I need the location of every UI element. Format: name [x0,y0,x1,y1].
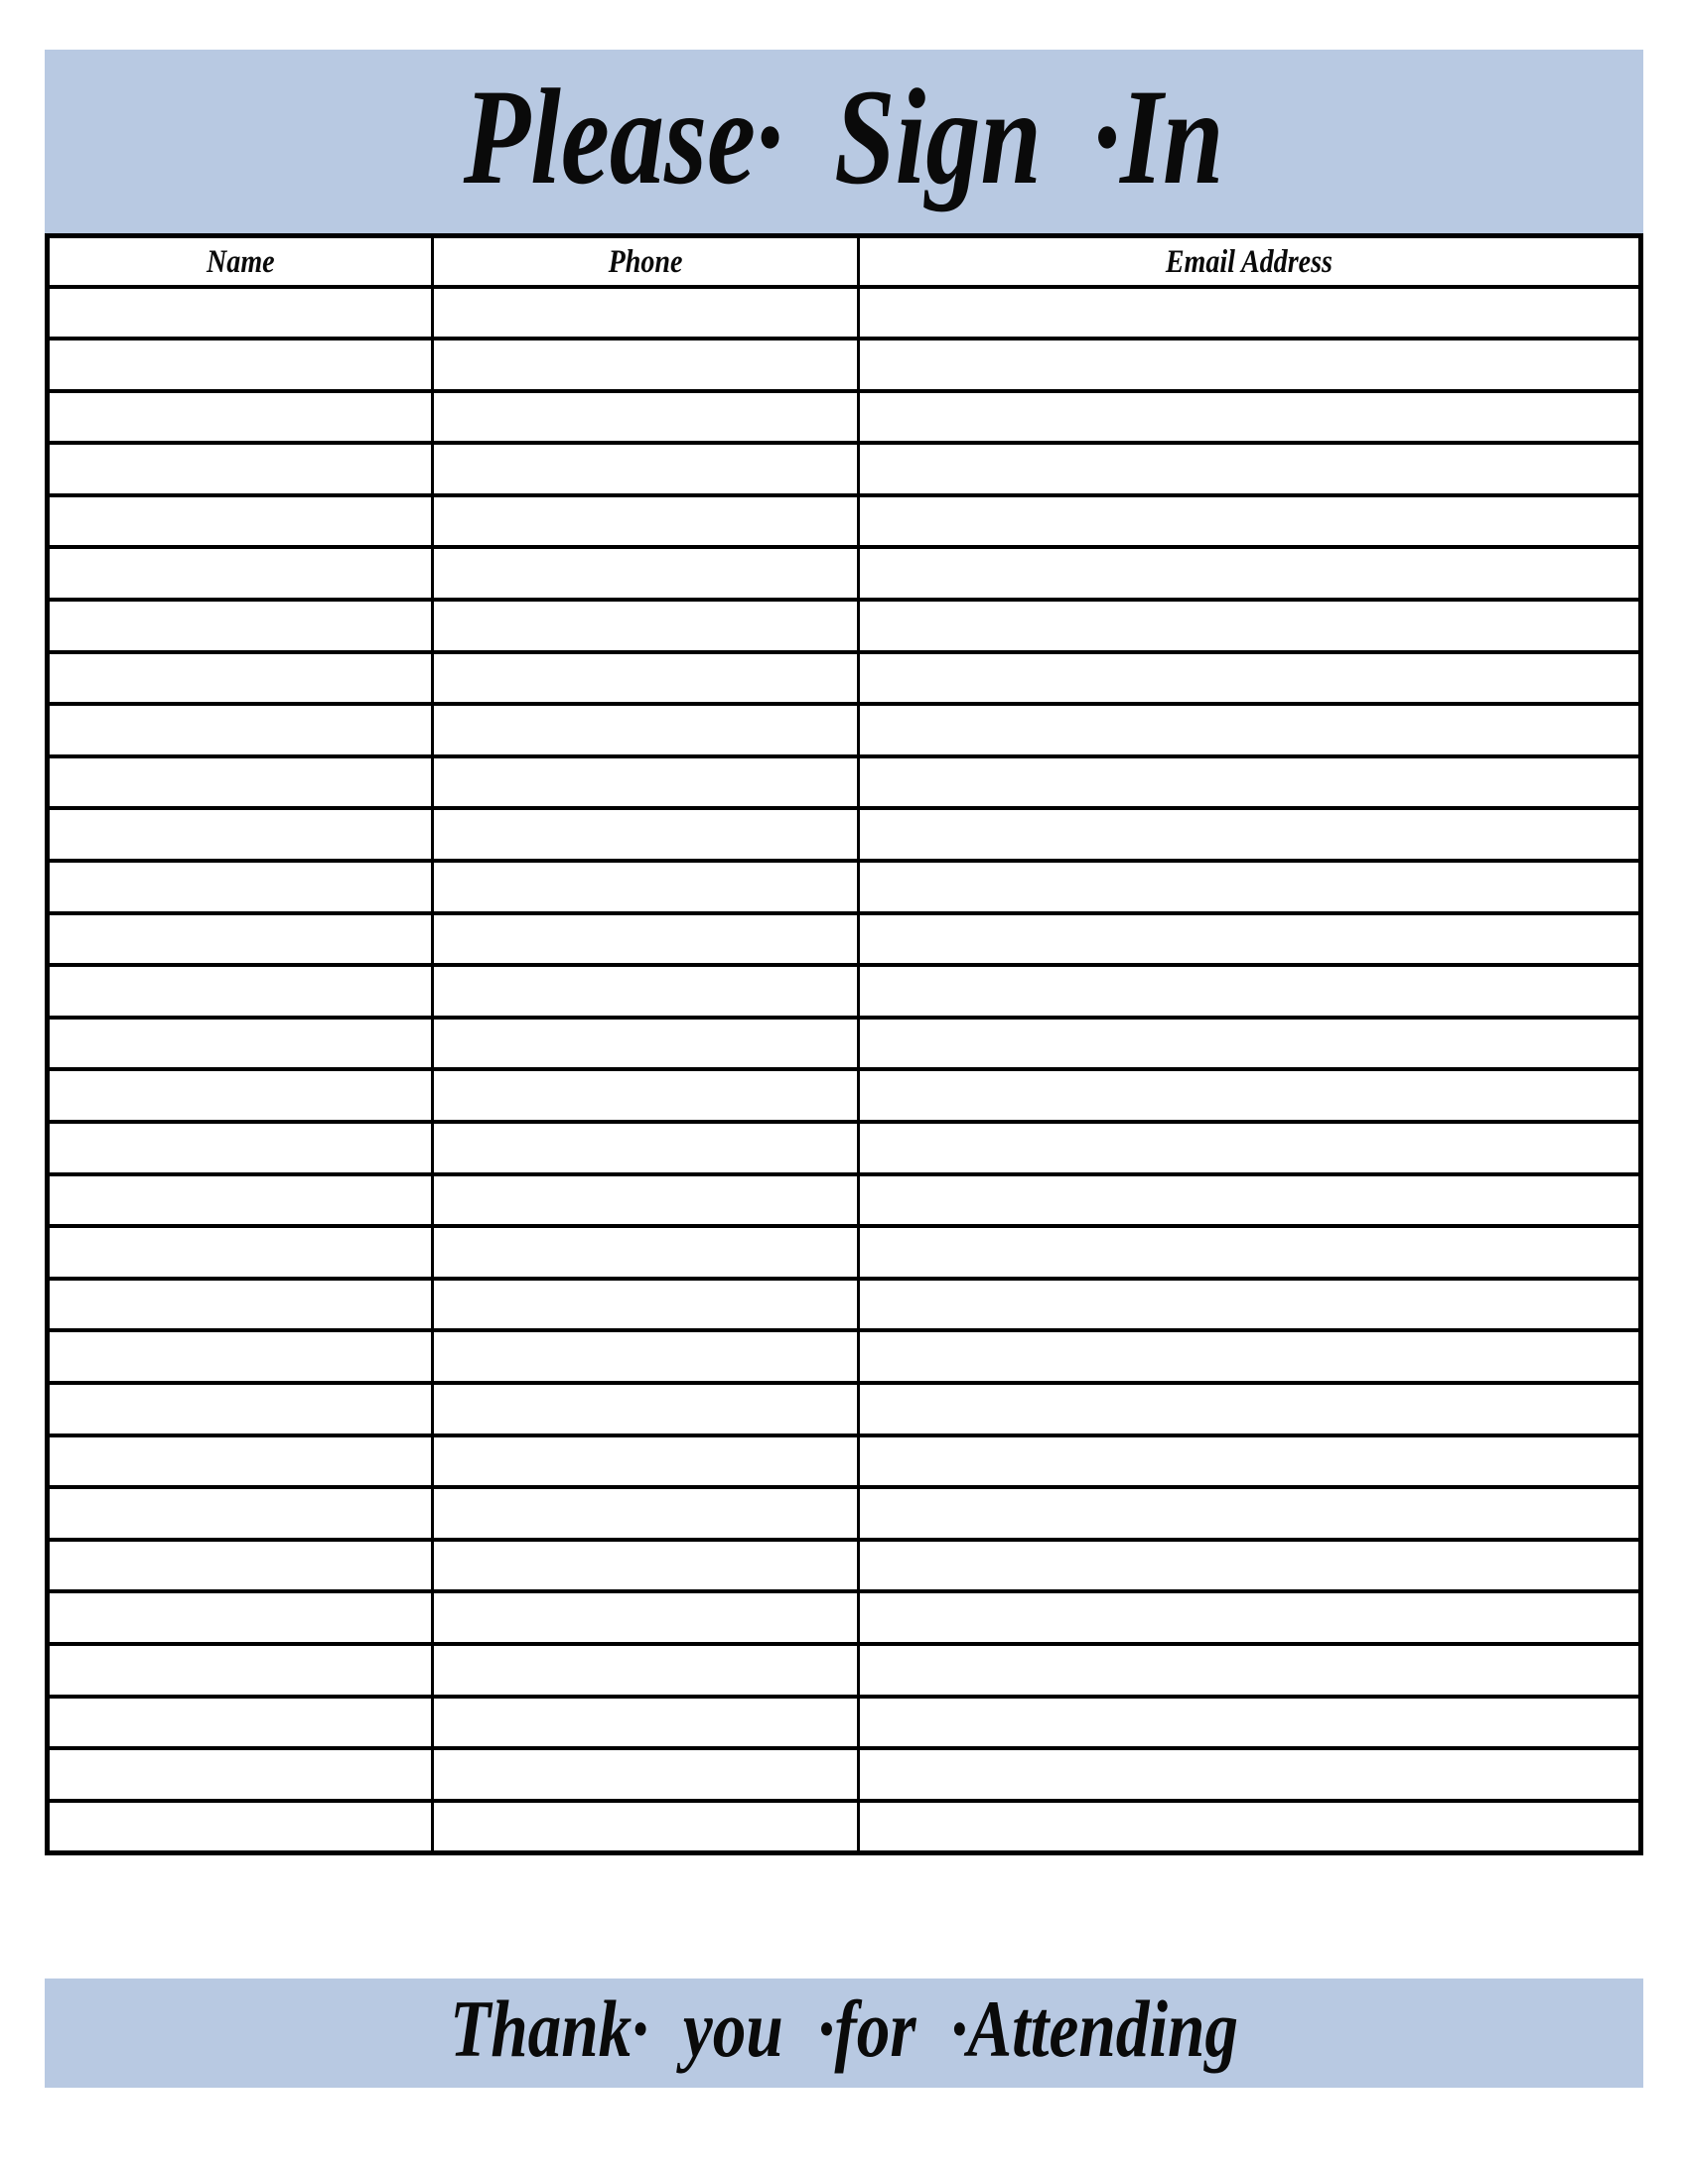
blank-cell-name[interactable] [48,913,433,966]
table-row [48,391,1641,444]
blank-cell-name[interactable] [48,339,433,391]
table-row [48,287,1641,340]
blank-cell-name[interactable] [48,1435,433,1488]
blank-cell-phone[interactable] [433,391,859,444]
blank-cell-phone[interactable] [433,1330,859,1383]
table-row [48,1226,1641,1279]
table-row [48,808,1641,861]
blank-cell-phone[interactable] [433,1174,859,1227]
column-header-name [48,236,433,287]
blank-cell-name[interactable] [48,756,433,809]
table-row [48,1018,1641,1070]
blank-cell-email[interactable] [858,1697,1640,1749]
blank-cell-phone[interactable] [433,652,859,705]
page-title: Please· Sign ·In [464,60,1224,212]
blank-cell-email[interactable] [858,1801,1640,1853]
blank-cell-name[interactable] [48,1069,433,1122]
blank-cell-name[interactable] [48,495,433,548]
table-header-row [48,236,1641,287]
table-row [48,1697,1641,1749]
blank-cell-email[interactable] [858,1487,1640,1540]
table-row [48,1174,1641,1227]
table-row [48,495,1641,548]
table-row [48,1487,1641,1540]
blank-cell-name[interactable] [48,600,433,652]
blank-cell-name[interactable] [48,704,433,756]
blank-cell-name[interactable] [48,1279,433,1331]
header-band [45,50,1643,233]
blank-cell-name[interactable] [48,1487,433,1540]
blank-cell-email[interactable] [858,808,1640,861]
table-row [48,1644,1641,1697]
blank-cell-email[interactable] [858,965,1640,1018]
blank-cell-phone[interactable] [433,547,859,600]
blank-cell-email[interactable] [858,1018,1640,1070]
blank-cell-phone[interactable] [433,1069,859,1122]
blank-cell-phone[interactable] [433,1018,859,1070]
table-row [48,1748,1641,1801]
blank-cell-name[interactable] [48,1591,433,1644]
table-row [48,913,1641,966]
table-row [48,1801,1641,1853]
blank-cell-phone[interactable] [433,1122,859,1174]
blank-cell-email[interactable] [858,1122,1640,1174]
sign-in-table [45,233,1643,1855]
blank-cell-name[interactable] [48,965,433,1018]
column-header-email [858,236,1640,287]
blank-cell-phone[interactable] [433,1383,859,1435]
table-row [48,339,1641,391]
blank-cell-phone[interactable] [433,1697,859,1749]
blank-cell-email[interactable] [858,1174,1640,1227]
blank-cell-phone[interactable] [433,339,859,391]
blank-cell-phone[interactable] [433,808,859,861]
table-row [48,1122,1641,1174]
table-row [48,1383,1641,1435]
column-header-name-label: Name [206,243,275,280]
blank-cell-email[interactable] [858,495,1640,548]
blank-cell-email[interactable] [858,287,1640,340]
blank-cell-name[interactable] [48,1383,433,1435]
blank-cell-email[interactable] [858,443,1640,495]
blank-cell-email[interactable] [858,1226,1640,1279]
blank-cell-phone[interactable] [433,287,859,340]
blank-cell-phone[interactable] [433,1644,859,1697]
blank-cell-name[interactable] [48,1697,433,1749]
blank-cell-name[interactable] [48,861,433,913]
blank-cell-phone[interactable] [433,443,859,495]
blank-cell-phone[interactable] [433,704,859,756]
blank-cell-phone[interactable] [433,1591,859,1644]
blank-cell-email[interactable] [858,756,1640,809]
blank-cell-email[interactable] [858,339,1640,391]
blank-cell-phone[interactable] [433,861,859,913]
table-row [48,443,1641,495]
table-row [48,652,1641,705]
blank-cell-email[interactable] [858,1279,1640,1331]
blank-cell-phone[interactable] [433,1748,859,1801]
blank-cell-phone[interactable] [433,913,859,966]
blank-cell-name[interactable] [48,443,433,495]
table-row [48,965,1641,1018]
column-header-email-label: Email Address [1165,243,1333,280]
blank-cell-email[interactable] [858,861,1640,913]
blank-cell-name[interactable] [48,1644,433,1697]
footer-band [45,1979,1643,2088]
blank-cell-phone[interactable] [433,1226,859,1279]
blank-cell-phone[interactable] [433,495,859,548]
blank-cell-email[interactable] [858,652,1640,705]
table-row [48,1591,1641,1644]
blank-cell-email[interactable] [858,704,1640,756]
blank-cell-email[interactable] [858,913,1640,966]
table-row [48,1279,1641,1331]
blank-cell-name[interactable] [48,547,433,600]
table-body [48,287,1641,1853]
blank-cell-name[interactable] [48,808,433,861]
blank-cell-email[interactable] [858,1383,1640,1435]
table-row [48,1540,1641,1592]
blank-cell-name[interactable] [48,1540,433,1592]
column-header-phone-label: Phone [608,243,683,280]
table-row [48,1069,1641,1122]
blank-cell-phone[interactable] [433,1540,859,1592]
blank-cell-email[interactable] [858,1069,1640,1122]
blank-cell-phone[interactable] [433,1279,859,1331]
blank-cell-email[interactable] [858,1435,1640,1488]
blank-cell-name[interactable] [48,1330,433,1383]
footer-message: Thank· you ·for ·Attending [450,1983,1238,2074]
blank-cell-phone[interactable] [433,1435,859,1488]
blank-cell-name[interactable] [48,1018,433,1070]
blank-cell-email[interactable] [858,391,1640,444]
blank-cell-phone[interactable] [433,756,859,809]
table-row [48,861,1641,913]
blank-cell-phone[interactable] [433,600,859,652]
table-row [48,756,1641,809]
table-row [48,600,1641,652]
blank-cell-email[interactable] [858,547,1640,600]
blank-cell-name[interactable] [48,1122,433,1174]
blank-cell-name[interactable] [48,1801,433,1853]
blank-cell-name[interactable] [48,287,433,340]
blank-cell-name[interactable] [48,391,433,444]
blank-cell-email[interactable] [858,1644,1640,1697]
blank-cell-name[interactable] [48,1174,433,1227]
blank-cell-phone[interactable] [433,1801,859,1853]
column-header-phone [433,236,859,287]
blank-cell-name[interactable] [48,1226,433,1279]
blank-cell-email[interactable] [858,1540,1640,1592]
blank-cell-email[interactable] [858,1748,1640,1801]
table-row [48,1435,1641,1488]
blank-cell-phone[interactable] [433,965,859,1018]
table-row [48,1330,1641,1383]
table-row [48,704,1641,756]
blank-cell-name[interactable] [48,1748,433,1801]
blank-cell-email[interactable] [858,600,1640,652]
blank-cell-email[interactable] [858,1591,1640,1644]
blank-cell-email[interactable] [858,1330,1640,1383]
blank-cell-name[interactable] [48,652,433,705]
table-row [48,547,1641,600]
blank-cell-phone[interactable] [433,1487,859,1540]
